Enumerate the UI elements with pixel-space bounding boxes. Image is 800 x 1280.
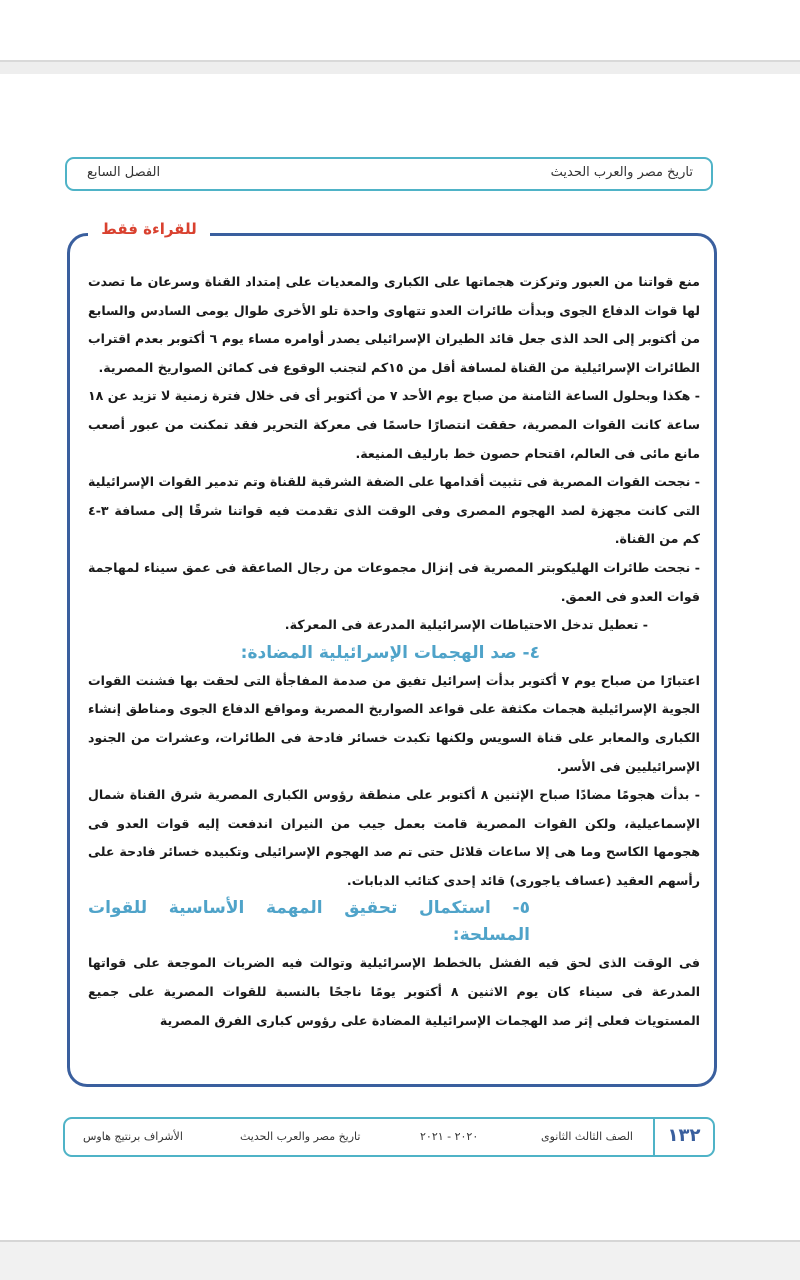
viewer-top-shadow — [0, 62, 800, 74]
running-header — [65, 157, 713, 191]
reading-only-label: للقراءة فقط — [101, 220, 197, 238]
paragraph-1: منع قواتنا من العبور وتركزت هجماتها على الكبارى والمعديات على إمتداد القناة وسرعان ما تصدت لها قوات الدفاع الجوى وبدأت طائرات العدو تتهاوى واحدة تلو الأخرى طوال يومى السادس والسابع من أكتوبر إلى الحد الذى جعل قائد الطيران الإسرائيلى يصدر أوامره مساء يوم ٦ أكتوبر بعدم اقتراب الطائرات الإسرائيلية من القناة لمسافة أقل من ١٥كم لتجنب الوقوع فى كمائن الصواريخ المصرية. — [88, 274, 700, 375]
footer-grade: الصف الثالث الثانوى — [541, 1130, 633, 1143]
footer-year: ٢٠٢٠ - ٢٠٢١ — [420, 1130, 479, 1143]
paragraph-2: اعتبارًا من صباح يوم ٧ أكتوبر بدأت إسرائيل تفيق من صدمة المفاجأة التى لحقت بها فشنت القوات الجوية الإسرائيلية هجمات مكثفة على قواعد الصواريخ المصرية ومواقع الدفاع الجوى ومناطق إنشاء الكبارى والمعابر على قناة السويس ولكنها تكبدت خسائر فادحة فى الطائرات، وعشرات من الجنود الإسرائيليين فى الأسر. — [88, 672, 700, 774]
page-content — [88, 268, 700, 1035]
reading-only-tag — [88, 219, 210, 245]
bullet-5: - بدأت هجومًا مضادًا صباح الإثنين ٨ أكتوبر على منطقة رؤوس الكبارى المصرية شرق القناة شمال الإسماعيلية، ولكن القوات المصرية قامت بعمل جيب من النيران اندفعت إليه قوات العدو فى هجومها الكاسح وما هى إلا ساعات قلائل حتى تم صد الهجوم الإسرائيلى وتكبيده خسائر فادحة على رأسهم العقيد (عساف ياجورى) قائد إحدى كتائب الدبابات. — [88, 787, 701, 888]
bullet-3: - نجحت طائرات الهليكوبتر المصرية فى إنزال مجموعات من رجال الصاعقة فى عمق سيناء لمهاجمة قوات العدو فى العمق. — [88, 559, 700, 604]
section-heading-4: ٤- صد الهجمات الإسرائيلية المضادة: — [240, 642, 540, 663]
bullet-2: - نجحت القوات المصرية فى تثبيت أقدامها على الضفة الشرقية للقناة وتم تدمير القوات الإسرائيلية التى كانت مجهزة لصد الهجوم المصرى وفى الوقت الذى تقدمت فيه قواتنا شرقًا إلى مسافة ٣-٤ كم من القناة. — [88, 474, 700, 547]
viewer-top-bar — [0, 0, 800, 62]
bullet-1: - هكذا وبحلول الساعة الثامنة من صباح يوم الأحد ٧ من أكتوبر أى فى خلال فترة زمنية لا تزيد عن ١٨ ساعة كانت القوات المصرية، حققت انتصارًا حاسمًا فى معركة التحرير فقد تمكنت من عبور أصعب مانع مائى فى العالم، اقتحام حصون خط بارليف المنيعة. — [88, 388, 700, 461]
section-heading-5: ٥- استكمال تحقيق المهمة الأساسية للقوات المسلحة: — [88, 898, 530, 946]
bullet-4: - تعطيل تدخل الاحتياطات الإسرائيلية المدرعة فى المعركة. — [284, 617, 648, 633]
paragraph-3: فى الوقت الذى لحق فيه الفشل بالخطط الإسرائيلية وتوالت فيه الضربات الموجعة على قواتها المدرعة فى سيناء كان يوم الاثنين ٨ أكتوبر يومًا ناجحًا بالنسبة للقوات المصرية على جميع المستويات فعلى إثر صد الهجمات الإسرائيلية المضادة على رؤوس كبارى الفرق المصرية — [88, 955, 701, 1028]
header-chapter: الفصل السابع — [87, 165, 161, 180]
viewer-bottom-bar — [0, 1240, 800, 1280]
page-footer — [63, 1117, 715, 1157]
page-number: ١٣٢ — [653, 1117, 713, 1157]
header-book-title: تاريخ مصر والعرب الحديث — [550, 165, 693, 180]
footer-supervision: الأشراف برنتيج هاوس — [83, 1130, 183, 1143]
footer-book-title: تاريخ مصر والعرب الحديث — [240, 1130, 361, 1143]
